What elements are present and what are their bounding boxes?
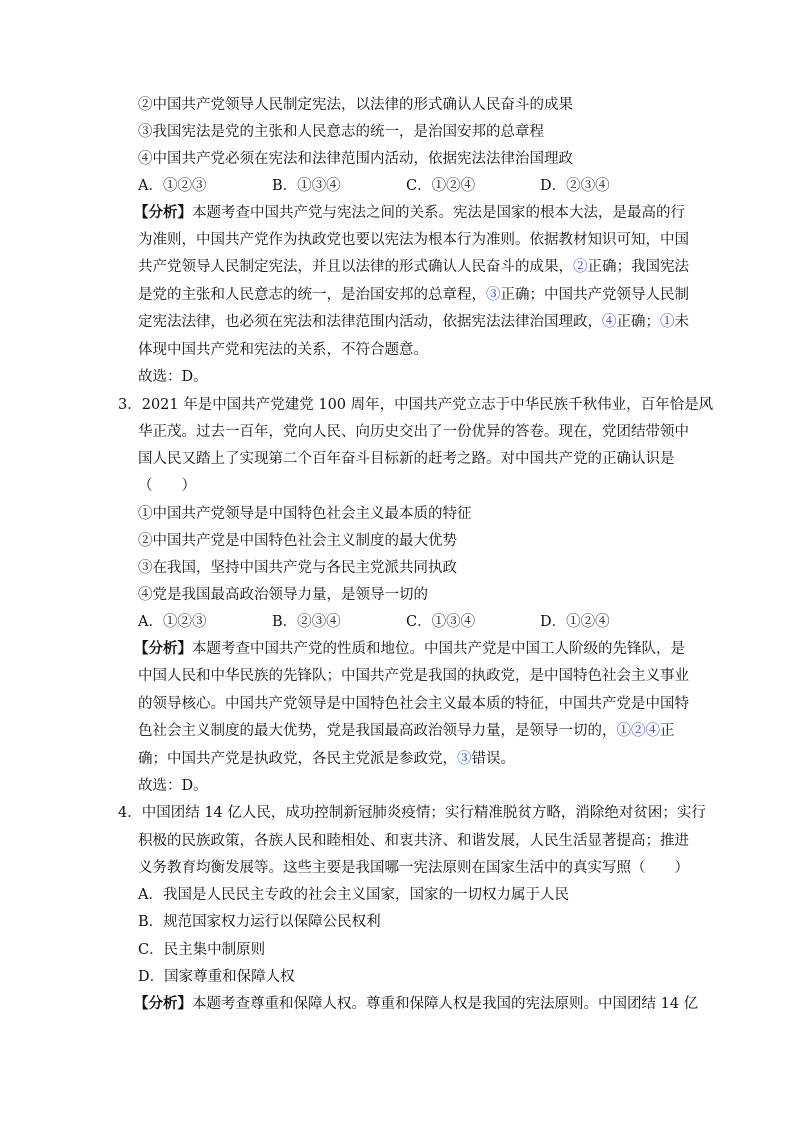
option-mark: ② bbox=[573, 259, 588, 275]
q2-analysis-line-6: 体现中国共产党和宪法的关系，不符合题意。 bbox=[138, 342, 428, 358]
q2-answer: 故选：D。 bbox=[138, 369, 208, 385]
q2-analysis-line-3 bbox=[138, 258, 689, 276]
q3-item-3: ③在我国，坚持中国共产党与各民主党派共同执政 bbox=[138, 560, 457, 576]
q2-item-2: ②中国共产党领导人民制定宪法，以法律的形式确认人民奋斗的成果 bbox=[138, 97, 573, 113]
analysis-text: 色社会主义制度的最大优势，党是我国最高政治领导力量，是领导一切的， bbox=[138, 723, 617, 739]
q2-option-c: C．①②④ bbox=[406, 178, 476, 194]
q3-analysis-line-5 bbox=[138, 750, 515, 768]
analysis-text: 正确；我国宪法 bbox=[587, 259, 689, 275]
analysis-text: 本题考查中国共产党的性质和地位。中国共产党是中国工人阶级的先锋队，是 bbox=[192, 641, 685, 657]
option-mark: ③ bbox=[457, 751, 472, 767]
analysis-text: 正 bbox=[660, 723, 675, 739]
q3-option-c: C．①③④ bbox=[406, 614, 476, 630]
q3-stem-line-1: 3．2021 年是中国共产党建党 100 周年，中国共产党立志于中华民族千秋伟业，百年恰是风 bbox=[118, 397, 714, 413]
q3-analysis-line-2: 中国人民和中华民族的先锋队；中国共产党是我国的执政党，是中国特色社会主义事业 bbox=[138, 668, 689, 684]
q2-option-b: B．①③④ bbox=[272, 178, 341, 194]
analysis-text: 正确； bbox=[616, 314, 660, 330]
q2-item-3: ③我国宪法是党的主张和人民意志的统一，是治国安邦的总章程 bbox=[138, 124, 544, 140]
analysis-tag: 【分析】 bbox=[134, 204, 192, 221]
analysis-text: 本题考查中国共产党与宪法之间的关系。宪法是国家的根本大法，是最高的行 bbox=[192, 205, 685, 221]
option-mark: ① bbox=[660, 314, 675, 330]
q4-stem-line-2: 积极的民族政策，各族人民和睦相处、和衷共济、和谐发展，人民生活显著提高；推进 bbox=[138, 833, 689, 849]
q4-stem-line-1: 4．中国团结 14 亿人民，成功控制新冠肺炎疫情；实行精准脱贫方略，消除绝对贫困；实行 bbox=[118, 805, 706, 821]
q3-stem-line-2: 华正茂。过去一百年，党向人民、向历史交出了一份优异的答卷。现在，党团结带领中 bbox=[138, 424, 689, 440]
q3-stem-line-3: 国人民又踏上了实现第二个百年奋斗目标新的赶考之路。对中国共产党的正确认识是 bbox=[138, 451, 675, 467]
analysis-text: 确；中国共产党是执政党，各民主党派是参政党， bbox=[138, 751, 457, 767]
q3-options bbox=[138, 613, 698, 631]
q3-analysis-line-3: 的领导核心。中国共产党领导是中国特色社会主义最本质的特征，中国共产党是中国特 bbox=[138, 696, 689, 712]
q4-stem-line-3: 义务教育均衡发展等。这些主要是我国哪一宪法原则在国家生活中的真实写照（ ） bbox=[138, 860, 689, 876]
q4-analysis-line-1 bbox=[134, 995, 698, 1013]
q3-item-4: ④党是我国最高政治领导力量，是领导一切的 bbox=[138, 587, 428, 603]
q3-option-d: D．①②④ bbox=[540, 614, 610, 630]
analysis-text: 是党的主张和人民意志的统一，是治国安邦的总章程， bbox=[138, 287, 486, 303]
analysis-text: 共产党领导人民制定宪法，并且以法律的形式确认人民奋斗的成果， bbox=[138, 259, 573, 275]
q3-option-a: A．①②③ bbox=[138, 614, 207, 630]
option-mark: ④ bbox=[602, 314, 617, 330]
q3-stem-line-4: （ ） bbox=[138, 478, 196, 494]
analysis-text: 定宪法法律，也必须在宪法和法律范围内活动，依据宪法法律治国理政， bbox=[138, 314, 602, 330]
q2-item-4: ④中国共产党必须在宪法和法律范围内活动，依据宪法法律治国理政 bbox=[138, 151, 573, 167]
option-mark: ③ bbox=[486, 287, 501, 303]
q3-analysis-line-1 bbox=[134, 640, 685, 658]
q2-options bbox=[138, 177, 698, 195]
analysis-text: 错误。 bbox=[471, 751, 515, 767]
q3-item-2: ②中国共产党是中国特色社会主义制度的最大优势 bbox=[138, 533, 457, 549]
analysis-tag: 【分析】 bbox=[134, 995, 192, 1012]
q2-analysis-line-1 bbox=[134, 204, 685, 222]
q2-analysis-line-4 bbox=[138, 286, 689, 304]
q4-option-d: D．国家尊重和保障人权 bbox=[138, 969, 295, 985]
q3-item-1: ①中国共产党领导是中国特色社会主义最本质的特征 bbox=[138, 506, 472, 522]
q2-option-d: D．②③④ bbox=[540, 178, 610, 194]
analysis-text: 未 bbox=[674, 314, 689, 330]
q3-option-b: B．②③④ bbox=[272, 614, 341, 630]
option-mark: ①②④ bbox=[616, 723, 660, 739]
q4-option-a: A．我国是人民民主专政的社会主义国家，国家的一切权力属于人民 bbox=[138, 887, 569, 903]
q4-option-c: C．民主集中制原则 bbox=[138, 942, 266, 958]
analysis-tag: 【分析】 bbox=[134, 640, 192, 657]
q2-analysis-line-5 bbox=[138, 313, 689, 331]
q2-option-a: A．①②③ bbox=[138, 178, 207, 194]
q2-analysis-line-2: 为准则，中国共产党作为执政党也要以宪法为根本行为准则。依据教材知识可知，中国 bbox=[138, 232, 689, 248]
q4-option-b: B．规范国家权力运行以保障公民权利 bbox=[138, 914, 381, 930]
q3-answer: 故选：D。 bbox=[138, 778, 208, 794]
analysis-text: 正确；中国共产党领导人民制 bbox=[500, 287, 689, 303]
analysis-text: 本题考查尊重和保障人权。尊重和保障人权是我国的宪法原则。中国团结 14 亿 bbox=[192, 996, 699, 1012]
q3-analysis-line-4 bbox=[138, 722, 675, 740]
